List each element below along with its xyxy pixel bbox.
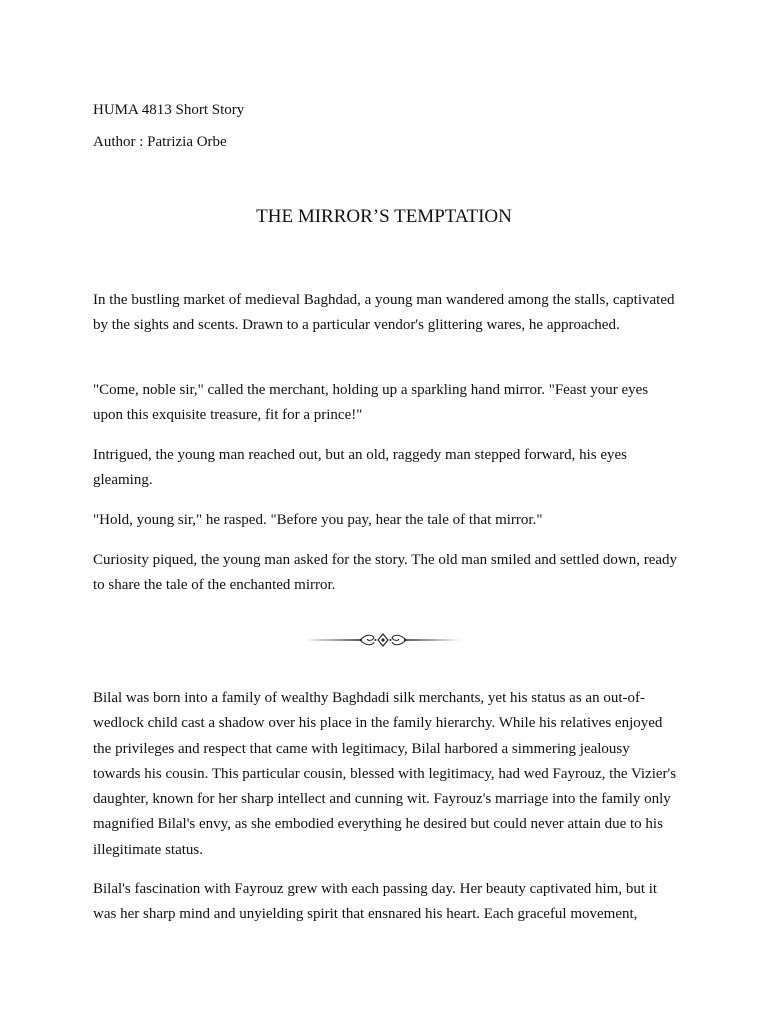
ornament-divider-icon: [302, 631, 464, 649]
story-title: THE MIRROR’S TEMPTATION: [256, 206, 512, 227]
paragraph-1: In the bustling market of medieval Baghdad, a young man wandered among the stalls, captivated by the sights and scents. Drawn to a particular vendor's glittering wares, he approached.: [93, 292, 675, 334]
paragraph-4: "Hold, young sir," he rasped. "Before you pay, hear the tale of that mirror.": [93, 512, 543, 528]
paragraph-5: Curiosity piqued, the young man asked for the story. The old man smiled and settled down, ready to share the tale of the enchanted mirror.: [93, 552, 678, 594]
course-heading: HUMA 4813 Short Story: [93, 102, 245, 118]
paragraph-7: Bilal's fascination with Fayrouz grew with each passing day. Her beauty captivated him, but it was her sharp mind and unyielding spirit that ensnared his heart. Each graceful movement,: [93, 881, 658, 923]
paragraph-3: Intrigued, the young man reached out, but an old, raggedy man stepped forward, his eyes gleaming.: [93, 447, 628, 489]
paragraph-2: "Come, noble sir," called the merchant, holding up a sparkling hand mirror. "Feast your eyes upon this exquisite treasure, fit for a prince!": [93, 382, 649, 424]
author-line: Author : Patrizia Orbe: [93, 134, 227, 150]
paragraph-6: Bilal was born into a family of wealthy Baghdadi silk merchants, yet his status as an out-of-wedlock child cast a shadow over his place in the family hierarchy. While his relatives enjoyed the privileges and respect that came with legitimacy, Bilal harbored a simmering jealousy towards his cousin. This particular cousin, blessed with legitimacy, had wed Fayrouz, the Vizier's daughter, known for her sharp intellect and cunning wit. Fayrouz's marriage into the family only magnified Bilal's envy, as she embodied everything he desired but could never attain due to his illegitimate status.: [93, 690, 677, 858]
